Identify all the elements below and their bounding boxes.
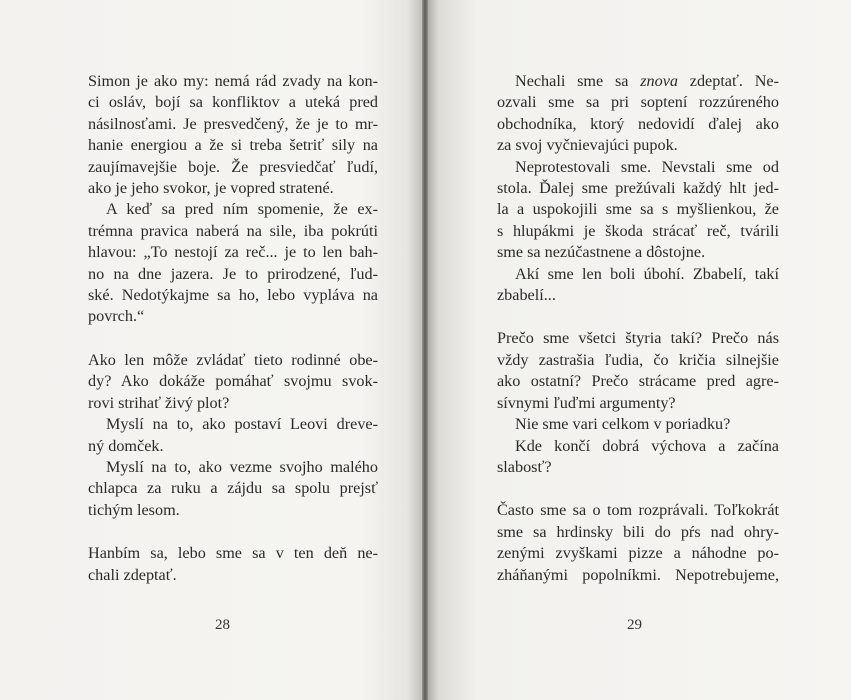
text-line: Ako len môže zvládať tieto rodinné obe-	[88, 350, 378, 369]
text-run: Nechali sme sa	[515, 72, 641, 90]
text-line: obchodníka, ktorý nedovidí ďalej ako	[497, 114, 779, 133]
text-line: chlapca za ruku a zájdu sa spolu prejsť	[88, 479, 378, 498]
text-line: stola. Ďalej sme prežúvali každý hlt jed-	[497, 179, 779, 198]
text-line: Často sme sa o tom rozprávali. Toľkokrát	[497, 501, 779, 520]
section-break	[88, 521, 378, 543]
text-line: chali zdeptať.	[88, 565, 177, 584]
text-line: ako ostatní? Prečo strácame pred agre-	[497, 372, 779, 391]
text-line	[497, 71, 779, 92]
text-line: zháňanými popolníkmi. Nepotrebujeme,	[497, 565, 779, 584]
text-line: Prečo sme všetci štyria takí? Prečo nás	[497, 329, 779, 348]
text-line: sívnymi ľuďmi argumenty?	[497, 393, 676, 412]
text-line: sme sa hrdinsky bili do pŕs nad ohry-	[497, 522, 779, 541]
section-break	[497, 306, 779, 328]
text-line: slabosť?	[497, 457, 552, 476]
text-line: sme sa nezúčastnene a dôstojne.	[497, 243, 706, 262]
text-line: s hlupákmi je škoda strácať reč, tvárili	[497, 221, 779, 240]
text-line: Myslí na to, ako vezme svojho malého	[106, 457, 378, 476]
text-line: ské. Nedotýkajme sa ho, lebo vypláva na	[88, 286, 378, 305]
text-line: zbabelí...	[497, 286, 556, 305]
page-number-left: 28	[215, 617, 230, 633]
text-line: A keď sa pred ním spomenie, že ex-	[106, 200, 378, 219]
text-line: Neprotestovali sme. Nevstali sme od	[515, 157, 779, 176]
text-line: Kde končí dobrá výchova a začína	[515, 436, 779, 455]
text-line: ako je jeho svokor, je vopred stratené.	[88, 179, 334, 198]
text-line: Hanbím sa, lebo sme sa v ten deň ne-	[88, 544, 378, 563]
text-line: no na dne jazera. Je to prirodzené, ľud-	[88, 264, 378, 283]
italic-emphasis: znova	[640, 72, 678, 90]
text-line: zenými zvyškami pizze a náhodne po-	[497, 544, 779, 563]
text-line: ozvali sme sa pri soptení rozzúreného	[497, 93, 779, 112]
text-line: vždy zastrašia ľudia, čo kričia silnejšie	[497, 350, 779, 369]
right-page-text	[497, 71, 779, 586]
section-break	[497, 478, 779, 500]
text-line: Akí sme len boli úbohí. Zbabelí, takí	[515, 264, 779, 283]
left-page-text	[88, 71, 378, 586]
text-line: za svoj vyčnievajúci pupok.	[497, 136, 678, 155]
text-line: hanie energiou a že si treba šetriť sily na	[88, 136, 378, 155]
text-line: násilnosťami. Je presvedčený, že je to mr-	[88, 114, 378, 133]
text-line: ný domček.	[88, 436, 164, 455]
text-line: trémna pravica naberá na sile, iba pokrúti	[88, 221, 378, 240]
text-line: povrch.“	[88, 307, 145, 326]
text-line: dy? Ako dokáže pomáhať svojmu svok-	[88, 372, 378, 391]
text-line: rovi strihať živý plot?	[88, 393, 230, 412]
text-line: hlavou: „To nestojí za reč... je to len bah-	[88, 243, 378, 262]
text-line: tichým lesom.	[88, 500, 180, 519]
book-gutter	[422, 0, 428, 700]
text-line: zaujímavejšie boje. Že presviedčať ľudí,	[88, 157, 378, 176]
text-line: ci osláv, bojí sa konfliktov a uteká pred	[88, 93, 378, 112]
text-line: la a uspokojili sme sa s myšlienkou, že	[497, 200, 779, 219]
text-line: Nie sme vari celkom v poriadku?	[515, 415, 731, 434]
page-number-right: 29	[627, 617, 642, 633]
section-break	[88, 328, 378, 350]
text-line: Myslí na to, ako postaví Leovi dreve-	[106, 415, 378, 434]
text-run: zdeptať. Ne-	[677, 72, 779, 90]
text-line: Simon je ako my: nemá rád zvady na kon-	[88, 72, 378, 90]
